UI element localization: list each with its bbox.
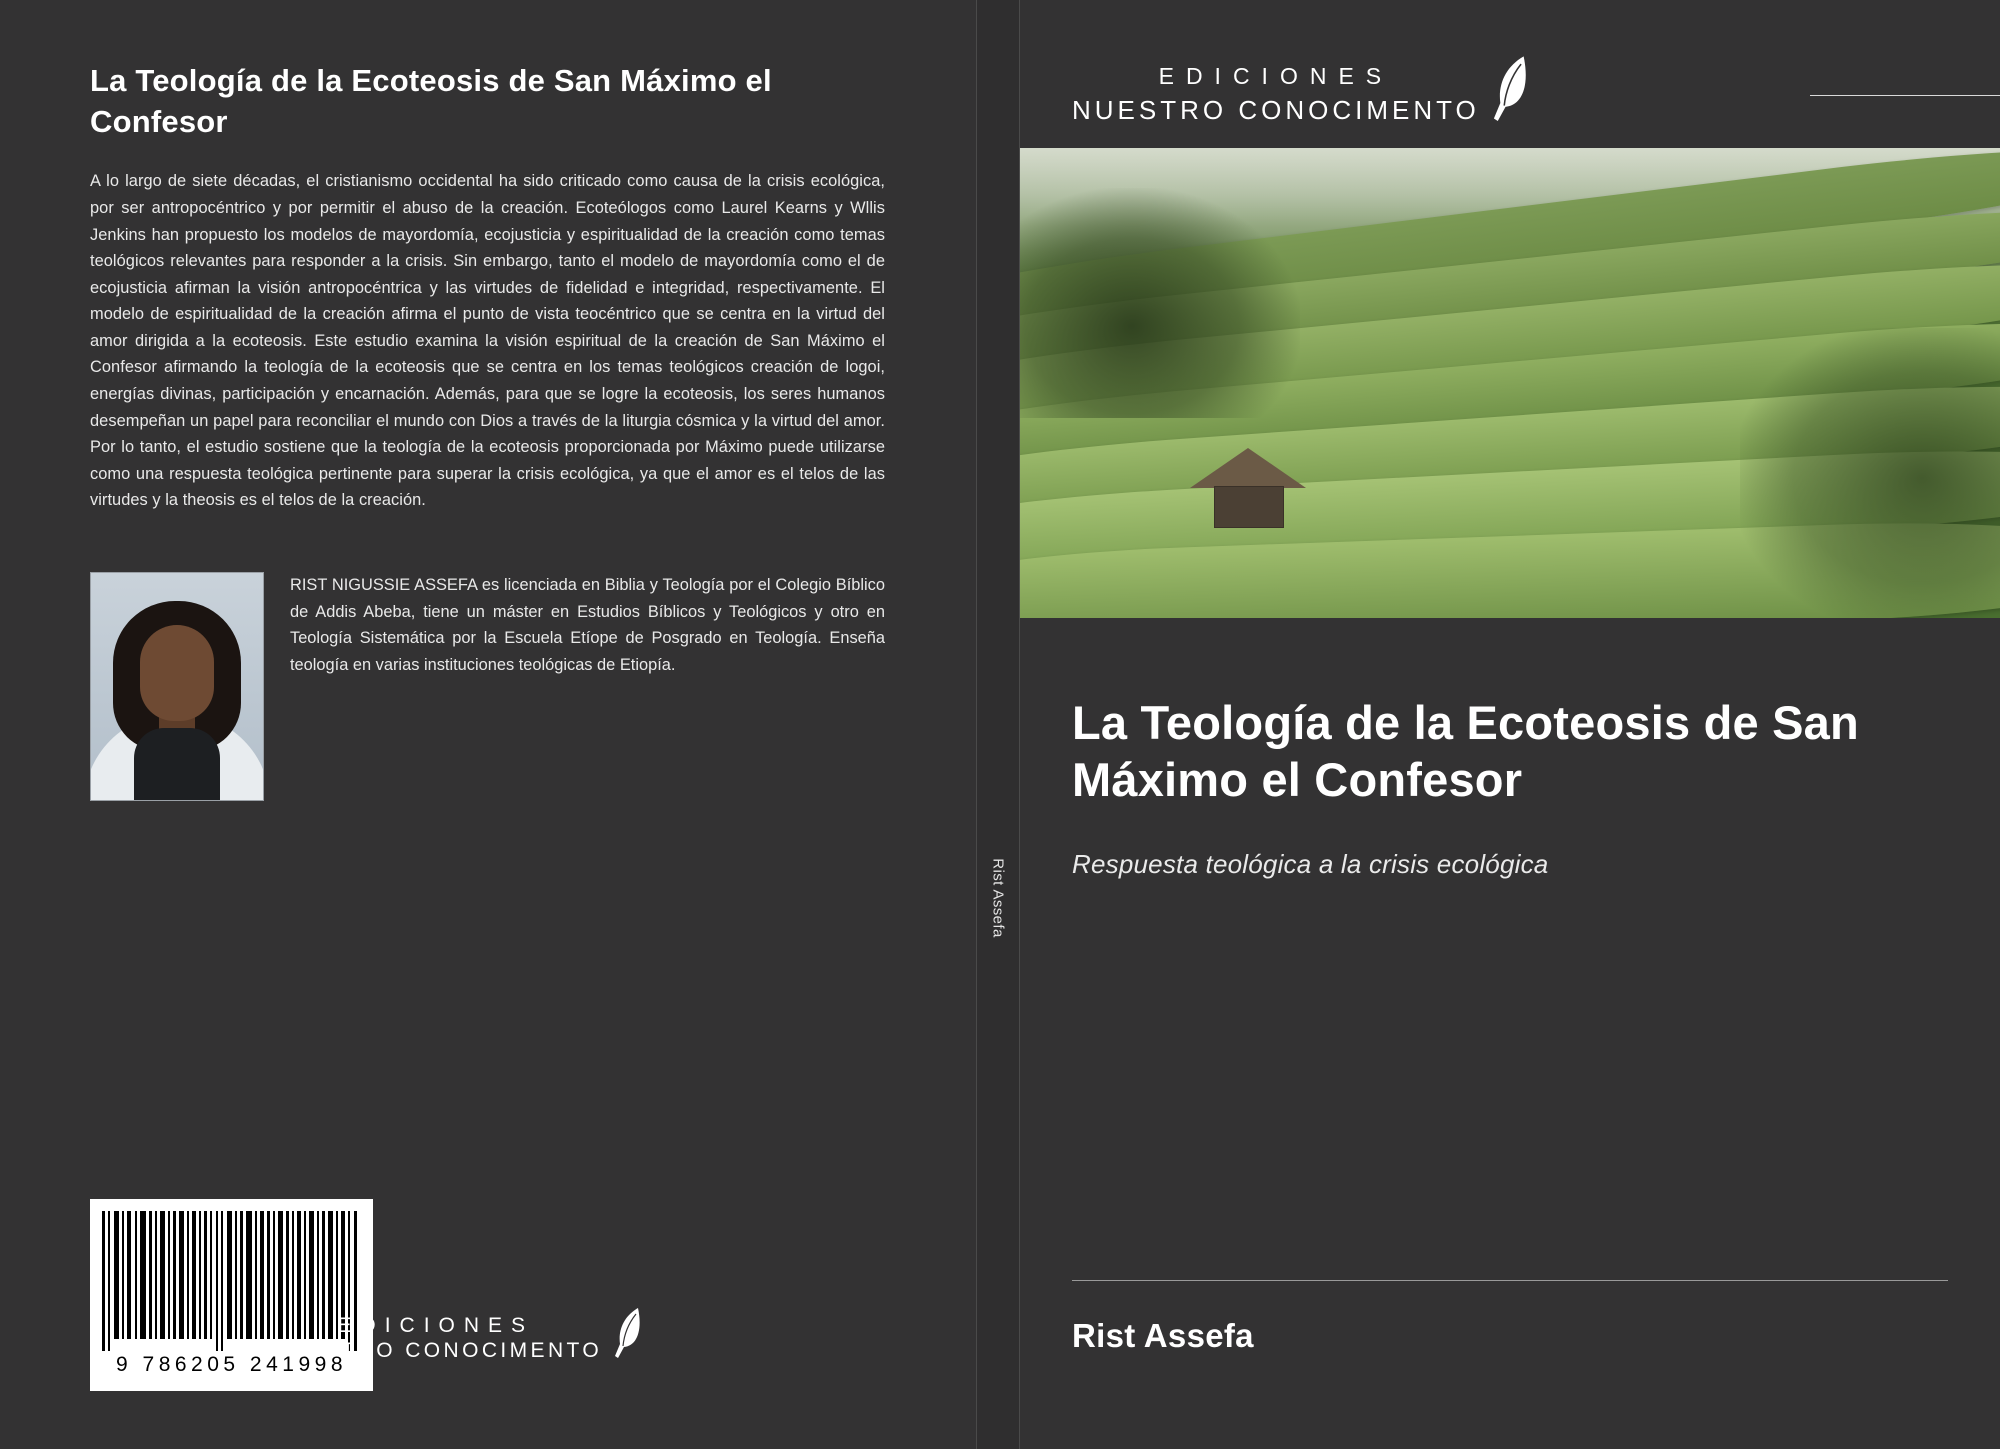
cover-photo-rice-terraces xyxy=(1020,148,2000,618)
publisher-logo-back xyxy=(270,1306,647,1371)
front-cover-title: La Teología de la Ecoteosis de San Máximo el Confesor xyxy=(1072,696,1859,807)
header-divider xyxy=(1810,95,2000,96)
author-photo xyxy=(90,572,264,801)
hut-shape xyxy=(1196,448,1300,526)
front-cover-header xyxy=(1020,0,2000,148)
feather-icon-front xyxy=(1490,52,1534,133)
book-spine xyxy=(976,0,1020,1449)
front-cover xyxy=(1020,0,2000,1449)
back-cover-blurb: A lo largo de siete décadas, el cristianismo occidental ha sido criticado como causa de la crisis ecológica, por ser antropocéntrico y por permitir el abuso de la creación. Ecoteólogos como Laurel Kearns y Wllis Jenkins han propuesto los modelos de mayordomía, ecojusticia y espiritualidad de la creación como temas teológicos relevantes para responder a la crisis. Sin embargo, tanto el modelo de mayordomía como el de ecojusticia afirman la visión antropocéntrica y las virtudes de fidelidad e integridad, respectivamente. El modelo de espiritualidad de la creación afirma el punto de vista teocéntrico que se centra en la virtud del amor dirigida a la ecoteosis. Este estudio examina la visión espiritual de la creación de San Máximo el Confesor afirmando la teología de la ecoteosis que se centra en los temas teológicos creación de logoi, energías divinas, participación y encarnación. Además, para que se logre la ecoteosis, los seres humanos desempeñan un papel para reconciliar el mundo con Dios a través de la liturgia cósmica y la virtud del amor. Por lo tanto, el estudio sostiene que la teología de la ecoteosis proporcionada por Máximo puede utilizarse como una respuesta teológica pertinente para superar la crisis ecológica, ya que el amor es el telos de las virtudes y la theosis es el telos de la creación. xyxy=(90,172,885,510)
spine-author: Rist Assefa xyxy=(989,858,1007,939)
publisher-name-line2-front: NUESTRO CONOCIMENTO xyxy=(1072,95,1480,126)
author-biography: RIST NIGUSSIE ASSEFA es licenciada en Biblia y Teología por el Colegio Bíblico de Addis Abeba, tiene un máster en Estudios Bíblicos y Teológicos y otro en Teología Sistemática por la Escuela Etíope de Posgrado en Teología. Enseña teología en varias instituciones teológicas de Etiopía. xyxy=(290,575,885,674)
author-divider xyxy=(1072,1280,1948,1281)
back-cover-title: La Teología de la Ecoteosis de San Máximo el Confesor xyxy=(90,63,772,140)
publisher-name-line1: EDICIONES xyxy=(337,1313,535,1337)
publisher-logo-front xyxy=(1072,52,1534,137)
publisher-name-line1-front: EDICIONES xyxy=(1158,63,1394,90)
feather-icon xyxy=(612,1306,646,1367)
barcode-number: 9 786205 241998 xyxy=(116,1353,347,1376)
publisher-name-line2: NUESTRO CONOCIMENTO xyxy=(269,1338,603,1362)
front-cover-author: Rist Assefa xyxy=(1072,1317,1254,1354)
author-block xyxy=(90,572,885,801)
back-cover xyxy=(0,0,976,1449)
front-cover-subtitle: Respuesta teológica a la crisis ecológica xyxy=(1072,848,1549,879)
